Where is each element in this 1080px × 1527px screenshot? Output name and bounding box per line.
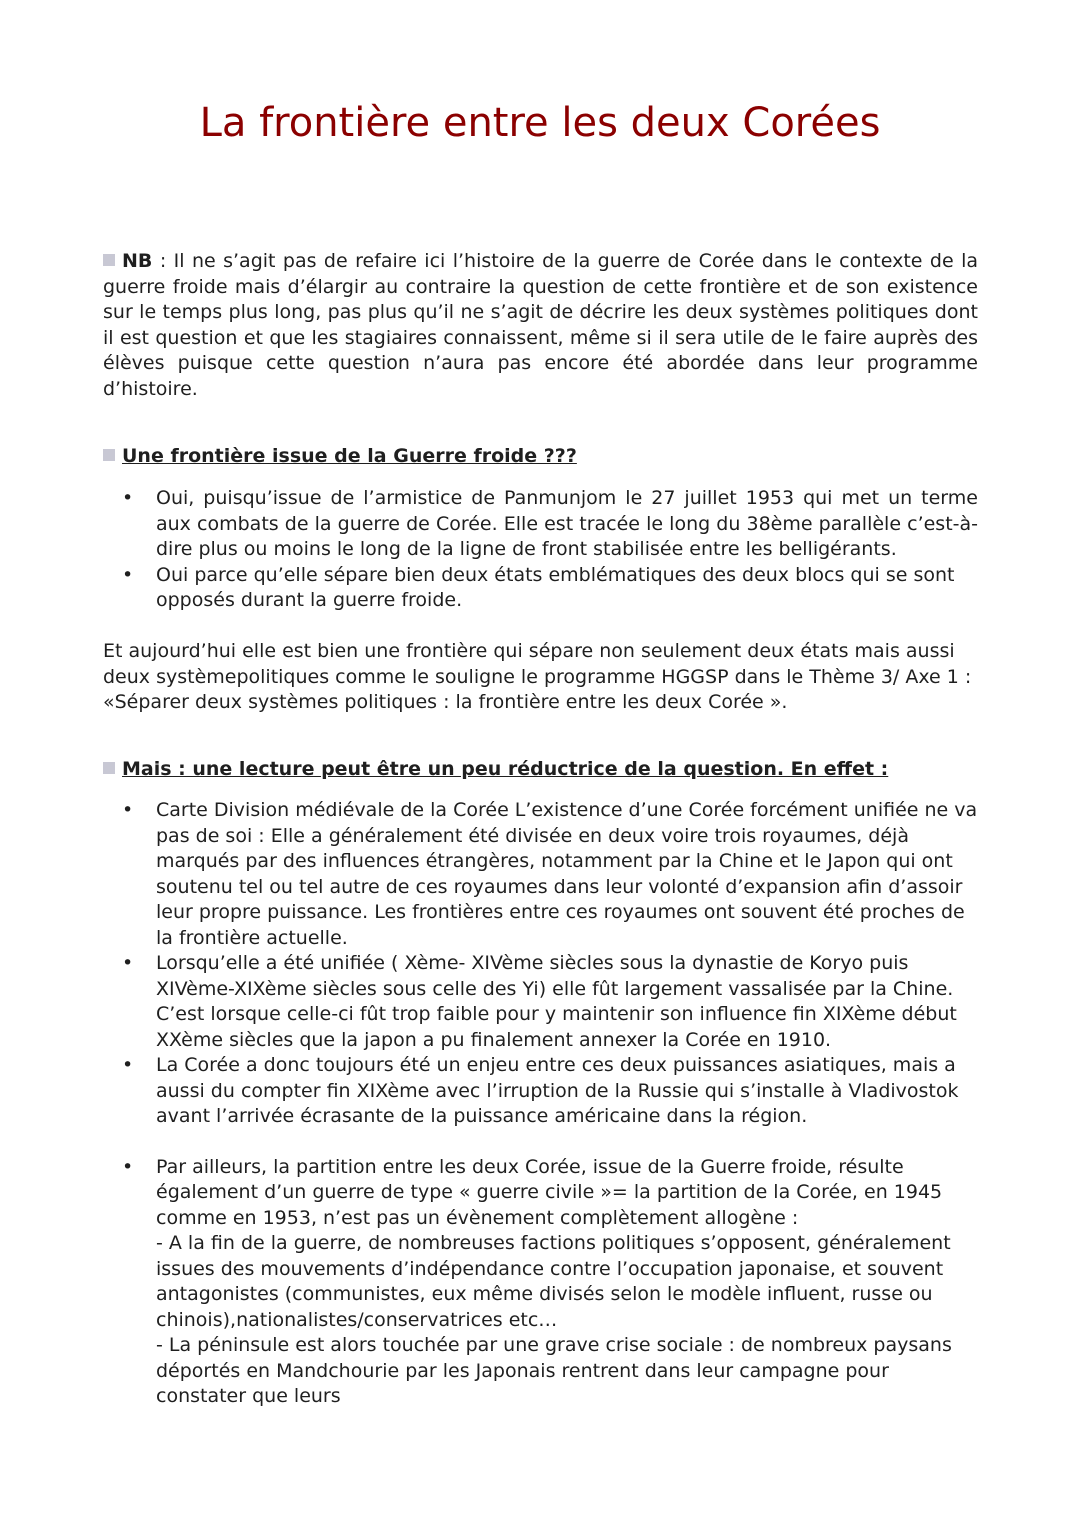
section2-list bbox=[103, 798, 978, 1410]
list-item bbox=[103, 1155, 978, 1410]
section1-list-container bbox=[103, 486, 978, 614]
nb-label: NB bbox=[122, 250, 153, 272]
list-item: • Lorsqu’elle a été unifiée ( Xème- XIVème siècles sous la dynastie de Koryo puis XIVème-XIXème siècles sous celle des Yi) elle fût largement vassalisée par la Chine. C’est lorsque celle-ci fût trop faible pour y maintenir son influence fin XIXème début XXème siècles que la japon a pu finalement annexer la Corée en 1910. bbox=[103, 951, 978, 1053]
nb-paragraph bbox=[103, 249, 978, 402]
list-item-point: - La péninsule est alors touchée par une grave crise sociale : de nombreux paysans déportés en Mandchourie par les Japonais rentrent dans leur campagne pour constater que leurs bbox=[156, 1334, 952, 1407]
list-item: • Oui parce qu’elle sépare bien deux états emblématiques des deux blocs qui se sont opposés durant la guerre froide. bbox=[103, 563, 978, 614]
section2-list-container bbox=[103, 798, 978, 1410]
section2-heading-row bbox=[103, 757, 978, 783]
section2-heading: Mais : une lecture peut être un peu réductrice de la question. En effet : bbox=[122, 758, 889, 780]
square-bullet-icon bbox=[103, 449, 115, 461]
section1-heading-row bbox=[103, 444, 978, 470]
section1-heading: Une frontière issue de la Guerre froide ??? bbox=[122, 445, 577, 467]
section1-paragraph: Et aujourd’hui elle est bien une frontière qui sépare non seulement deux états mais aussi deux systèmepolitiques comme le souligne le programme HGGSP dans le Thème 3/ Axe 1 : «Séparer deux systèmes politiques : la frontière entre les deux Corée ». bbox=[103, 640, 972, 713]
list-item: • Carte Division médiévale de la Corée L’existence d’une Corée forcément unifiée ne va pas de soi : Elle a généralement été divisée en deux voire trois royaumes, déjà marqués par des influences étrangères, notamment par la Chine et le Japon qui ont soutenu tel ou tel autre de ces royaumes dans leur volonté d’expansion afin d’assoir leur propre puissance. Les frontières entre ces royaumes ont souvent été proches de la frontière actuelle. bbox=[103, 798, 978, 951]
square-bullet-icon bbox=[103, 254, 115, 266]
square-bullet-icon bbox=[103, 762, 115, 774]
document-title: La frontière entre les deux Corées bbox=[199, 100, 881, 146]
list-item-point: - A la fin de la guerre, de nombreuses factions politiques s’opposent, généralement issues des mouvements d’indépendance contre l’occupation japonaise, et souvent antagonistes (communistes, eux même divisés selon le modèle influent, russe ou chinois),nationalistes/conservatrices etc… bbox=[156, 1232, 951, 1331]
list-item: • Oui, puisqu’issue de l’armistice de Panmunjom le 27 juillet 1953 qui met un terme aux combats de la guerre de Corée. Elle est tracée le long du 38ème parallèle c’est-à-dire plus ou moins le long de la ligne de front stabilisée entre les belligérants. bbox=[103, 486, 978, 563]
list-item-intro: • Par ailleurs, la partition entre les deux Corée, issue de la Guerre froide, résulte également d’un guerre de type « guerre civile »= la partition de la Corée, en 1945 comme en 1953, n’est pas un évènement complètement allogène : bbox=[156, 1155, 943, 1229]
list-item: • La Corée a donc toujours été un enjeu entre ces deux puissances asiatiques, mais a aussi du compter fin XIXème avec l’irruption de la Russie qui s’installe à Vladivostok avant l’arrivée écrasante de la puissance américaine dans la région. bbox=[103, 1053, 978, 1130]
nb-text: : Il ne s’agit pas de refaire ici l’histoire de la guerre de Corée dans le contexte de la guerre froide mais d’élargir au contraire la question de cette frontière et de son existence sur le temps plus long, pas plus qu’il ne s’agit de décrire les deux systèmes politiques dont il est question et que les stagiaires connaissent, même si il sera utile de le faire auprès des élèves puisque cette question n’aura pas encore été abordée dans leur programme d’histoire. bbox=[103, 250, 978, 400]
section1-list bbox=[103, 486, 978, 614]
